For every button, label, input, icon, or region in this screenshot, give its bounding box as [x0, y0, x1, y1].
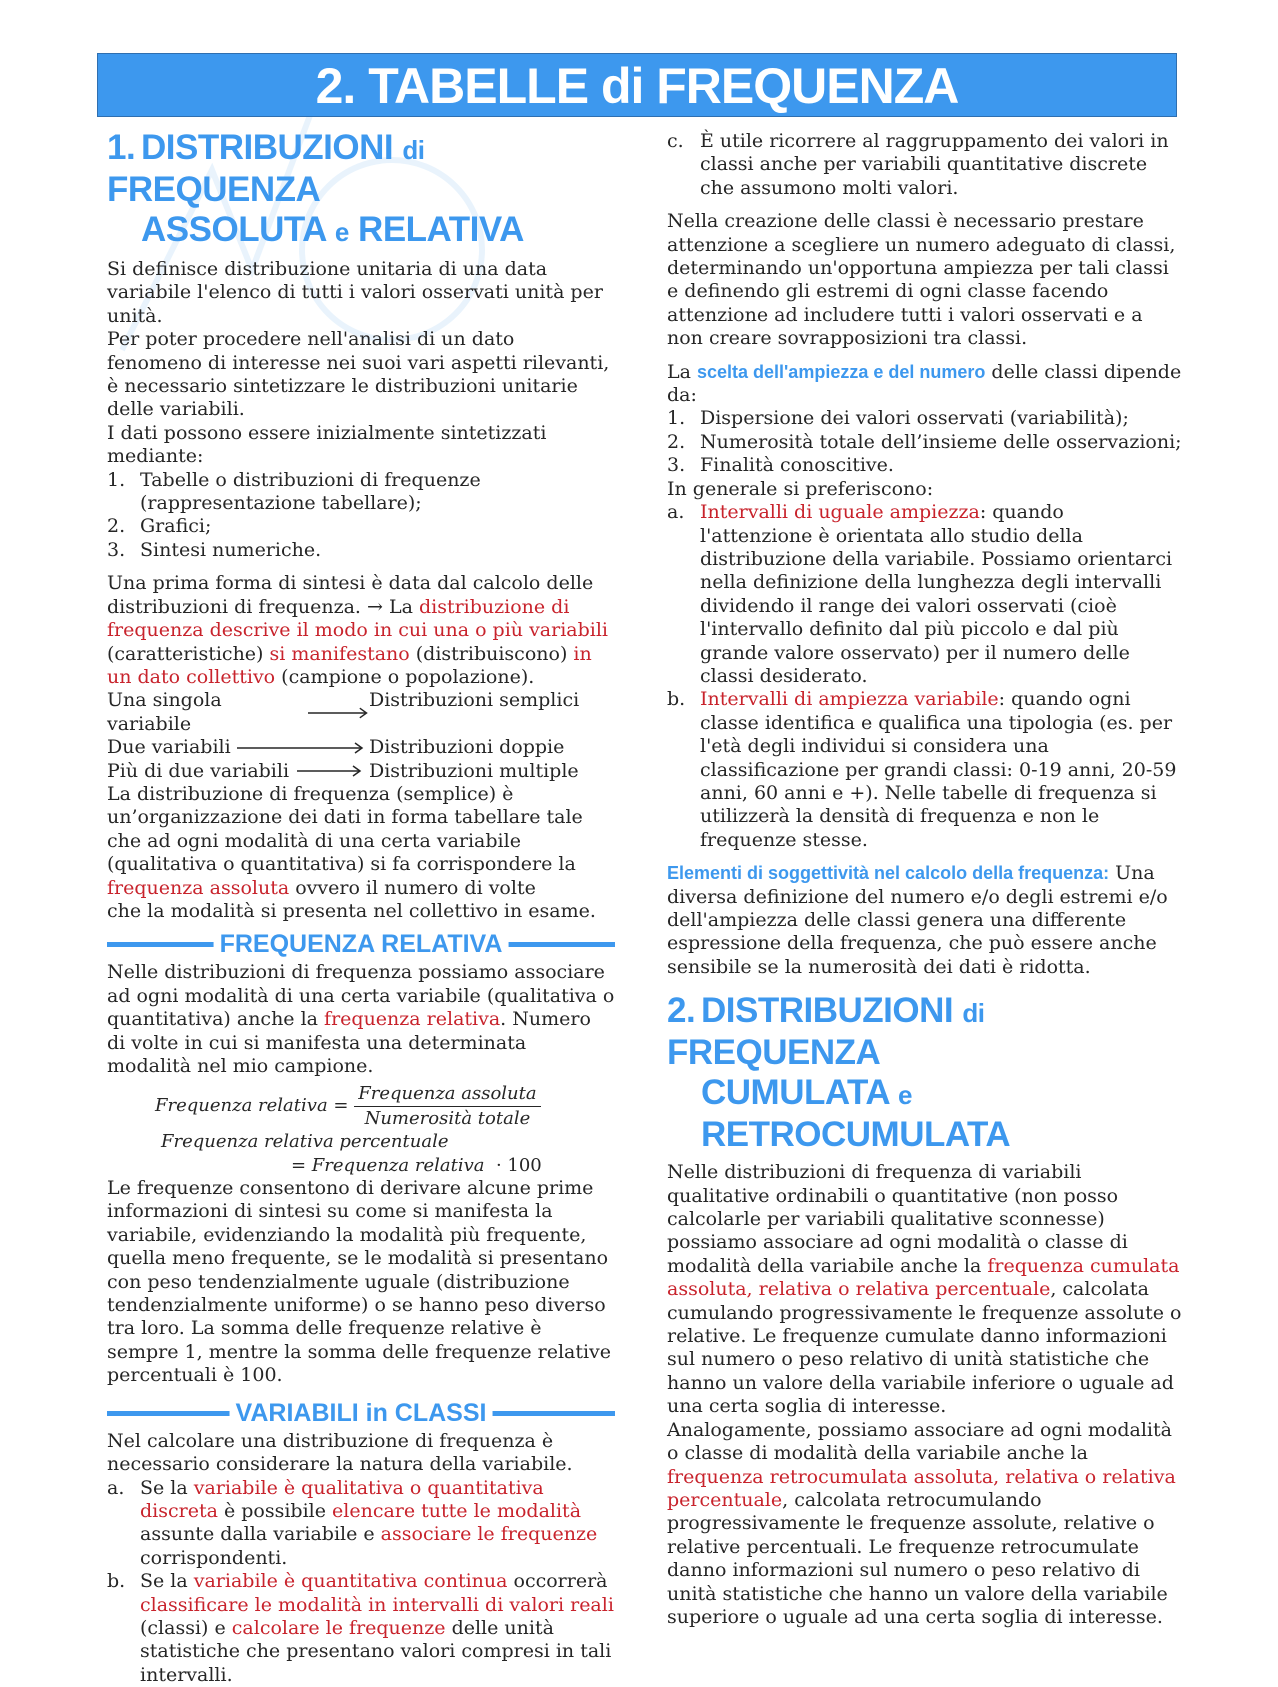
paragraph: Nelle distribuzioni di frequenza possiamo associare ad ogni modalità di una certa variabile (qualitativa o quantitativa) anche la frequenza relativa. Numero di volte in cui si manifesta una determinata modalità nel mio campione. — [107, 961, 615, 1077]
arrow-right-icon — [235, 742, 365, 754]
list-item: 3. Finalità conoscitive. — [667, 454, 894, 477]
paragraph: Nella creazione delle classi è necessario prestare attenzione a scegliere un numero adeguato di classi, determinando un'opportuna ampiezza per tali classi e definendo gli estremi di ogni classe facendo attenzione ad includere tutti i valori osservati e a non creare sovrapposizioni tra classi. — [667, 210, 1176, 350]
list-item: a. Intervalli di uguale ampiezza: quando l'attenzione è orientata allo studio della distribuzione della variabile. Possiamo orientarci nella definizione della lunghezza degli intervalli dividendo il range dei valori osservati (cioè l'intervallo definito dal più piccolo e dal più grande valore osservato) per il numero delle classi desiderato. — [667, 501, 1173, 687]
paragraph: Le frequenze consentono di derivare alcune prime informazioni di sintesi su come si manifesta la variabile, evidenziando la modalità più frequente, quella meno frequente, se le modalità si presentano con peso tendenzialmente uguale (distribuzione tendenzialmente uniforme) o se hanno peso diverso tra loro. La somma delle frequenze relative è sempre 1, mentre la somma delle frequenze relative percentuali è 100. — [107, 1177, 612, 1387]
page-title: 2. TABELLE di FREQUENZA — [315, 58, 959, 114]
list-item: 1. Tabelle o distribuzioni di frequenze (rappresentazione tabellare); — [107, 468, 481, 515]
paragraph: I dati possono essere inizialmente sintetizzati mediante: — [107, 421, 547, 468]
paragraph: Per poter procedere nell'analisi di un dato fenomeno di interesse nei suoi vari aspetti rilevanti, è necessario sintetizzare le distribuzioni unitarie delle variabili. — [107, 328, 610, 421]
list-item: 2. Numerosità totale dell’insieme delle osservazioni; — [667, 430, 1182, 453]
arrow-row: Due variabili Distribuzioni doppie — [107, 736, 565, 759]
subheading-variabili-in-classi: VARIABILI in CLASSI — [107, 1398, 615, 1428]
paragraph: Elementi di soggettività nel calcolo della frequenza: Una diversa definizione del numero e/o degli estremi e/o dell'ampiezza delle classi genera una differente espressione della frequenza, che può essere anche sensibile se la numerosità dei dati è ridotta. — [667, 862, 1168, 978]
paragraph: La distribuzione di frequenza (semplice) è un’organizzazione dei dati in forma tabellare tale che ad ogni modalità di una certa variabile (qualitativa o quantitativa) si fa corrispondere la frequenza assoluta ovvero il numero di volte — [107, 782, 583, 899]
arrow-row: Più di due variabili Distribuzioni multiple — [107, 759, 579, 782]
paragraph: Nelle distribuzioni di frequenza di variabili qualitative ordinabili o quantitative (non posso calcolarle per variabili qualitative sconnesse) possiamo associare ad ogni modalità o classe di modalità della variabile anche la frequenza cumulata assoluta, relativa o relativa percentuale, calcolata cumulando progressivamente le frequenze assolute o relative. Le frequenze cumulate danno informazioni sul numero o peso relativo di unità statistiche che hanno un valore della variabile inferiore o uguale ad una certa soglia di interesse. — [667, 1161, 1182, 1418]
page-title-bar — [97, 53, 1177, 117]
section-2-heading: 2. DISTRIBUZIONI di FREQUENZA CUMULATA e RETROCUMULATA — [667, 991, 1011, 1155]
paragraph: Si definisce distribuzione unitaria di una data variabile l'elenco di tutti i valori osservati unità per unità. — [107, 258, 603, 327]
formula-relative-frequency: Frequenza relativa = $\frac{\text{Frequenza assoluta}}{\text{Numerosità totale}}$ — [107, 1082, 615, 1130]
arrow-right-icon — [293, 765, 363, 777]
section-1-heading: 1. DISTRIBUZIONI di FREQUENZA ASSOLUTA e RELATIVA — [107, 128, 524, 249]
list-item: a. Se la variabile è qualitativa o quantitativa discreta è possibile elencare tutte le modalità assunte dalla variabile e associare le frequenze corrispondenti. — [107, 1476, 598, 1569]
arrow-right-icon — [308, 707, 369, 719]
paragraph: Una prima forma di sintesi è data dal calcolo delle distribuzioni di frequenza. → La distribuzione di frequenza descrive il modo in cui una o più variabili (caratteristiche) si manifestano (distribuiscono) in un dato collettivo (campione o popolazione). — [107, 572, 609, 688]
left-column — [107, 128, 615, 1687]
list-item: 2. Grafici; — [107, 515, 212, 538]
list-item: b. Se la variabile è quantitativa continua occorrerà classificare le modalità in intervalli di valori reali (classi) e calcolare le frequenze delle unità statistiche che presentano valori compresi in tali intervalli. — [107, 1570, 614, 1686]
right-column — [667, 130, 1182, 1629]
list-item: c. È utile ricorrere al raggruppamento dei valori in classi anche per variabili quantitative discrete che assumono molti valori. — [667, 130, 1169, 199]
paragraph: che la modalità si presenta nel collettivo in esame. — [107, 899, 596, 922]
list-item: 1. Dispersione dei valori osservati (variabilità); — [667, 407, 1129, 430]
formula-percentage: Frequenza relativa percentuale = Frequenza relativa · 100 — [161, 1131, 542, 1176]
paragraph: La scelta dell'ampiezza e del numero delle classi dipende da: — [667, 360, 1182, 407]
paragraph: Nel calcolare una distribuzione di frequenza è necessario considerare la natura della variabile. — [107, 1429, 573, 1476]
list-item: b. Intervalli di ampiezza variabile: quando ogni classe identifica e qualifica una tipologia (es. per l'età degli individui si considera una classificazione per grandi classi: 0-19 anni, 20-59 anni, 60 anni e +). Nelle tabelle di frequenza si utilizzerà la densità di frequenza e non le frequenze stesse. — [667, 688, 1177, 851]
paragraph: Analogamente, possiamo associare ad ogni modalità o classe di modalità della variabile anche la frequenza retrocumulata assoluta, relativa o relativa percentuale, calcolata retrocumulando progressivamente le frequenze assolute, relative o relative percentuali. Le frequenze retrocumulate danno informazioni sul numero o peso relativo di unità statistiche che hanno un valore della variabile superiore o uguale ad una certa soglia di interesse. — [667, 1418, 1176, 1628]
list-item: 3. Sintesi numeriche. — [107, 538, 322, 561]
paragraph: In generale si preferiscono: — [667, 477, 934, 500]
subheading-frequenza-relativa: FREQUENZA RELATIVA — [107, 929, 615, 959]
arrow-row: Una singola variabile Distribuzioni semplici — [107, 689, 580, 735]
